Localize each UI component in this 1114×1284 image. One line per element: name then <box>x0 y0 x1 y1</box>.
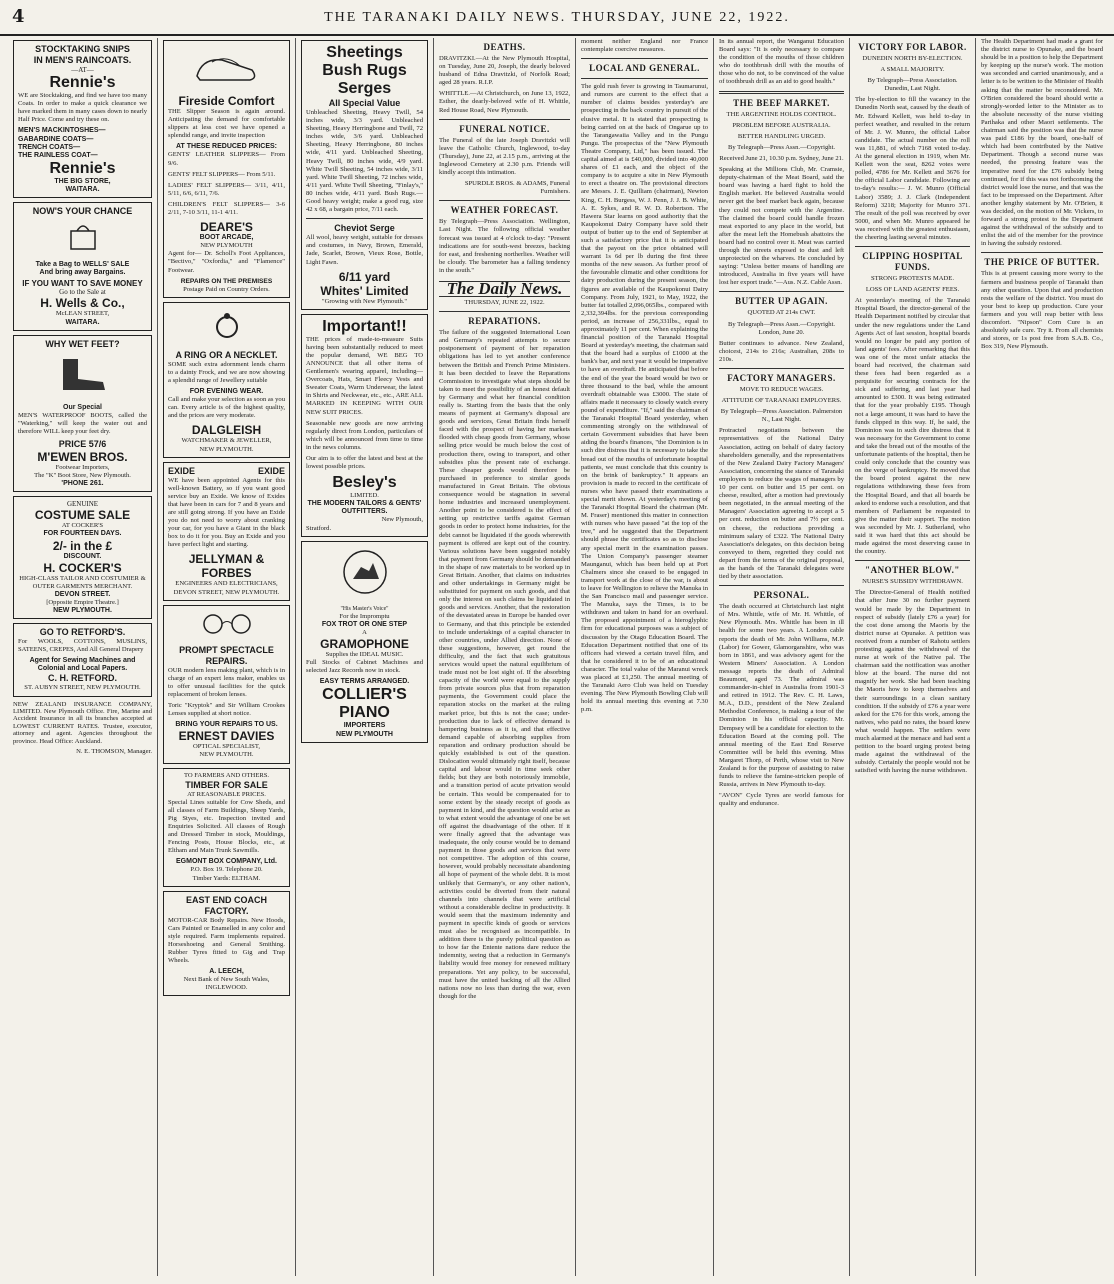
ad-line: For the Impromptu <box>339 612 390 620</box>
ad-line: DISCOUNT. <box>63 552 102 560</box>
news-body: The Director-General of Health notified that after June 30 no further payment would be made by the Department in respect of subsidy (lately £76 a year) for the cost done among the Maoris by the district nurse at Opunake. A petition was received from a number of Rahotu settlers protesting against the withdrawal of the nurse at work of the Native pal. The chairman said the notification was another blow at the board. The nurse did not magnify her work. She had been teaching the Maoris how to keep themselves and their surroundings in a clean sanitary condition. If the subsidy of £76 a year were asked for the £76 for this work, among the natives, who paid no rates, the board knew what would happen. The settlers were much alarmed at the menace and had sent a petition to the board urging protest being made against the withdrawal of the subsidy. Certainly the people would not be satisfied with having the nurse withdrawn. <box>855 589 970 775</box>
ad-address: DEVON STREET, NEW PLYMOUTH. <box>173 588 280 596</box>
section-heading: DEATHS. <box>483 42 526 52</box>
insurance-notice <box>13 701 152 757</box>
section-heading: WEATHER FORECAST. <box>450 205 559 216</box>
newspaper-title: THE TARANAKI DAILY NEWS. THURSDAY, JUNE 22, 1922. <box>324 10 790 25</box>
gramophone-dog-icon <box>306 549 423 601</box>
ad-line: [Opposite Empire Theatre.] <box>46 598 119 606</box>
ad-brand: DEARE'S <box>200 220 253 235</box>
ad-address: Next Bank of New South Wales, INGLEWOOD. <box>183 976 270 992</box>
ad-line: A <box>362 628 367 636</box>
ad-line: Take a Bag to WELLS' SALE <box>35 261 130 269</box>
ad-price: 6/11 yard <box>338 269 391 284</box>
ad-headline: Serges <box>337 80 392 97</box>
section-heading: CLIPPING HOSPITAL FUNDS. <box>862 251 963 273</box>
ernest-davies-ad <box>163 605 290 764</box>
ad-trade: ENGINEERS AND ELECTRICIANS, <box>175 580 278 588</box>
ad-slogan: "Growing with New Plymouth." <box>321 297 408 305</box>
ad-headline: Bush Rugs <box>322 62 407 79</box>
retfords-ad <box>13 623 152 696</box>
ad-headline: NOW'S YOUR CHANCE <box>32 206 133 217</box>
ad-line: And bring away Bargains. <box>39 269 126 277</box>
ad-line: FOR EVENING WEAR. <box>189 388 264 396</box>
section-heading: FUNERAL NOTICE. <box>459 123 550 134</box>
slipper-icon <box>168 48 285 90</box>
ad-headline: EAST END COACH FACTORY. <box>185 894 267 916</box>
death-notice: DRAVITZKI.—At the New Plymouth Hospital, on Tuesday, June 20, Joseph, the dearly beloved husband of Edna Dravitzki, of Norfolk Road; aged 28 years. R.I.P. <box>439 55 570 87</box>
section-heading: VICTORY FOR LABOR. <box>858 42 967 52</box>
ad-price-line: GENTS' FELT SLIPPERS— From 5/11. <box>168 170 276 178</box>
ad-body: WE are Stocktaking, and find we have too many Coats. In order to make a quick clearance we have marked them in many cases down to nearly Half Price. Come and try these on. <box>18 92 147 124</box>
ad-line: FOR FOURTEEN DAYS. <box>43 530 122 538</box>
ad-line: P.O. Box 19. Telephone 20. <box>190 866 263 874</box>
ad-line: FOX TROT OR ONE STEP <box>321 620 408 628</box>
ad-price: PRICE 57/6 <box>58 438 107 449</box>
column-5 <box>576 38 714 1276</box>
ad-body: THE Slipper Season is again around. Anticipating the demand for comfortable slippers at less cost we have opened a splendid range, and invite inspection <box>168 108 285 140</box>
funeral-notice: The Funeral of the late Joseph Dravitzki will leave the Catholic Church, Inglewood, to-day (Thursday), June 22, at 2.15 p.m., arriving at the Inglewood Cemetery at 2.30 p.m. Friends will kindly accept this intimation. <box>439 136 570 177</box>
ad-brand: Besley's <box>332 474 397 492</box>
ad-line: REPAIRS ON THE PREMISES <box>180 277 273 285</box>
whites-ad <box>301 40 428 310</box>
ad-brand: H. COCKER'S <box>43 560 122 575</box>
ad-body: Our aim is to offer the latest and best at the lowest possible prices. <box>306 455 423 471</box>
ad-brand: EGMONT BOX COMPANY, Ltd. <box>176 858 277 866</box>
ad-body: Special Lines suitable for Cow Sheds, and all classes of Farm Buildings, Sheep Yards, Pig Styes, etc. Inspection invited and Enquiries Solicited. All classes of Rough and Dressed Timber in stock, Mouldings, Fencing Posts, House Blocks, etc., at Eltham and Main Trunk Sawmills. <box>168 798 285 855</box>
ad-body: MEN'S WATERPROOF BOOTS, called the "Waterking," will keep the water out and therefore WILL keep your feet dry. <box>18 411 147 435</box>
ad-line: GENUINE <box>66 500 99 509</box>
ad-headline: TIMBER FOR SALE <box>185 779 268 790</box>
ad-brand: C. H. RETFORD. <box>48 673 117 684</box>
ad-price-line: GENTS' LEATHER SLIPPERS— From 9/6. <box>168 151 285 167</box>
ad-store: BOOT ARCADE, <box>199 234 254 242</box>
cockers-ad <box>13 496 152 619</box>
ad-body: Agent for— Dr. Scholl's Foot Appliances, "Bectivo," "Oxfordia," and "Flamence" Footwear. <box>168 250 285 274</box>
ad-line: Go to the Sale at <box>59 288 106 297</box>
section-heading: "ANOTHER BLOW." <box>865 565 960 576</box>
news-body: The Health Department had made a grant for the district nurse to Opunake, and the board should be in a position to help the Department by keeping up the nurse's work. The motion was seconded and carried unanimously, and a letter is to be written to the Minister of Health asking that the matter be reconsidered. Mr. O'Brien considered the board should write a strongly-worded letter to the Minister as to the absolute necessity of the nurse visiting Parihaka and other Maori settlements. The chairman said the position was that the nurse was paid £186 by the board, one-half of which had been contributed by the Native Department. Though a second nurse was needed, the pressing feature was the imperative need for the £76 subsidy being continued, for if this was not forthcoming the district would lose the nurse, and that was the fact to be impressed on the Department. After another lengthy statement by Mr. O'Brien, it was decided, on the motion of Mr. Vickers, to forward a strong protest to the Department against the withdrawal of the subsidy and to enlist the aid of the member for the province in having the subsidy restored. <box>981 38 1103 248</box>
ad-line: EASY TERMS ARRANGED. <box>319 678 410 686</box>
cable-line: By Telegraph—Press Association. Palmerston N., Last Night. <box>720 408 843 424</box>
ad-headline: WHY WET FEET? <box>45 338 120 349</box>
section-heading: THE PRICE OF BUTTER. <box>984 257 1100 268</box>
section-subheading: NURSE'S SUBSIDY WITHDRAWN. <box>862 578 963 586</box>
ad-line: Agent for Sewing Machines and Colonial and Local Papers. <box>29 657 136 673</box>
weather-forecast: By Telegraph—Press Association. Wellington, Last Night. The following official weather forecast was issued at 4 o'clock to-day: "Present indications are for south-west breezes, backing for east, and freshening northerlies. Weather will be cloudy. The barometer has a falling tendency in the south." <box>439 218 570 274</box>
dalgleish-ad <box>163 302 290 458</box>
ad-line: BRING YOUR REPAIRS TO US. <box>175 721 278 729</box>
ad-brand: H. Wells & Co., <box>40 296 125 311</box>
section-subheading: THE ARGENTINE HOLDS CONTROL. <box>726 110 837 118</box>
ad-body: NEW ZEALAND INSURANCE COMPANY, LIMITED. New Plymouth Office. Fire, Marine and Accident Insurance in all its branches accepted at LOWEST CURRENT RATES. Trustee, executor, attorney and agent. Agencies throughout the province. Head Office: Auckland. <box>13 700 152 745</box>
cable-line: By Telegraph—Press Assn.—Copyright. <box>727 143 836 151</box>
ad-body: For WOOLS, COTTONS, MUSLINS, SATEENS, CREPES, And All General Drapery <box>18 638 147 654</box>
section-heading: THE BEEF MARKET. <box>733 97 830 108</box>
ad-brand: ERNEST DAVIES <box>178 729 275 744</box>
news-body: This is at present causing more worry to the farmers and business people of Taranaki than any other question. Upon that and production rests the welfare of the district. You must do your best to keep up production. Cure your farmers and you will reap better with less discomfort. "Nipson" Corn Cure is an absolutely safe cure. Try it. From all chemists and stores, or 1s post free from S.A.B. Co., Box 319, New Plymouth. <box>981 270 1103 351</box>
wells-ad <box>13 202 152 331</box>
ad-line: LIMITED. <box>350 492 379 500</box>
ad-line: IMPORTERS <box>343 722 386 730</box>
section-subheading: A SMALL MAJORITY. <box>880 66 945 74</box>
ad-price-line: LADIES' FELT SLIPPERS— 3/11, 4/11, 5/11, 6/6, 6/11, 7/6. <box>168 181 285 197</box>
boot-icon <box>18 354 147 400</box>
news-body: Speaking at the Millions Club, Mr. Cramsie, deputy-chairman of the Meat Board, said the board was having a hard fight to hold the English market. He believed Australia would never get the beef market back again, because they could not compete with the Argentine. The claimed the board could handle frozen meat exported to any place in the world, but after the meat left the Homebush abattoirs the board had no control over it. Meat was carried through the streets exposed to dust and left unprotected on the wharves. He concluded by saying: "Unless better means of handling are introduced, Australia in five years will have lost her export trade."—Aus. N.Z. Cable Assn. <box>719 166 844 287</box>
spectacles-icon <box>168 613 285 641</box>
ad-body: All wool, heavy weight, suitable for dresses and costumes, in Navy, Brown, Emerald, Jade, Scarlet, Brown, Vieux Rose, Bottle, Light Fawn. <box>306 234 423 266</box>
ad-street: DEVON STREET. <box>54 590 111 598</box>
ad-subheadline: Cheviot Serge <box>334 223 395 234</box>
ad-line: Postage Paid on Country Orders. <box>183 285 270 293</box>
ad-item: MEN'S MACKINTOSHES— <box>18 127 106 135</box>
ad-town: WAITARA. <box>65 185 100 193</box>
section-subheading: BETTER HANDLING URGED. <box>737 132 826 140</box>
ad-brand: Whites' Limited <box>320 283 409 298</box>
funeral-signature: SPURDLE BROS. & ADAMS, Funeral Furnishers. <box>464 180 570 196</box>
ad-town: New Plymouth, <box>381 516 423 524</box>
ad-footer-brand: Rennie's <box>49 159 116 177</box>
exide-ad <box>163 462 290 601</box>
editorial-body: The failure of the suggested International Loan and Germany's repeated attempts to secure postponement of payment of her reparation obligations has led to yet another conference between the British and French Prime Ministers. It has been decided to leave the Reparations Commission to investigate what steps should be taken to meet the possibility of an honest default by Germany and what her financial condition really is. Starting from the basis that the only means of payment at Germany's disposal are goods and services, Great Britain finds herself faced with the prospect of having her markets flooded with cheap goods from Germany, whose selling price would be much below the cost of production there, owing to transport, and other subsidies plus the present rate of exchange. These cheaper goods would therefore be purchased in preference to similar goods manufactured in Great Britain. The obvious consequence would be stagnation in several home industries and increased unemployment. Another point to be considered is the effect of setting up restrictive tariffs against German goods in order to protect home industries, for the debt cannot be liquidated if the goods wherewith payment is offered are kept out of the country. Various solutions have been suggested notably that payment from Germany should be demanded in the shape of raw materials to be worked up in Great Britain. Another, that claims on industries and other undertakings in Germany might be substituted for payment on such goods, and that only the interest on such claims be liquidated in goods and services. Another, that the restoration of the devastated areas in Europe be handed over to Germany, and that this principle be extended to include undertakings of a capital character in other countries, under Allied direction. None of these suggestions, however, get round the difficulty, and the fact that such gratuitous services would upset the natural equilibrium of trade must not be lost sight of. If the absorbing capacity of the world were equal to the supply from private sources plus that from reparation payments, the Government could place the reparation stocks on the market at the ruling market price, but this is not the case; under-production due to lack of effective demand is hampering business as it is, and that effective demand capable of absorbing supplies from reparation and ordinary production should be quickly established is out of the question. Dislocation would ultimately right itself, because capital and labour would in time seek other fields; but they are both notoriously immobile, and a transition period of acute privation would be certain. This would be compensated for to some extent by the steady receipt of goods as payment in kind, and the question would arise as to what extent would the advantage of one be set off against the disadvantage of the other. If it were finally agreed that the advantage was inadequate, the only course would be to demand payment in those goods and services that were not competitive. The adoption of this course, however, would probably necessitate abandoning all hope of payment of the whole debt. It is most unlikely that Germany's, or any other nation's, activities could be diverted from their natural channels into channels that were artificial without a considerable decline in productivity. It would seem that the maximum indemnity and payment in specific kinds of goods or services must also be recognised as incompatible. In addition there is the purely political question as to how far the Entente nations dare reduce the indemnity, seeing that a reduction in Germany's liability would free money for renewed military preparations. Yet any policy, to be successful, must have the united backing of all the Allied nations now no less than during the war, even though for the <box>439 329 570 1000</box>
deares-ad <box>163 40 290 298</box>
ad-trade: WATCHMAKER & JEWELLER, <box>181 437 272 445</box>
ad-signature: N. E. THOMSON, Manager. <box>76 748 152 755</box>
ad-body: OUR modern lens making plant, which is in charge of an expert lens maker, enables us to offer unusual facilities for the quick replacement of broken lenses. <box>168 666 285 698</box>
section-heading: PERSONAL. <box>753 590 810 601</box>
news-body: Protracted negotiations between the representatives of the National Dairy Association, acting on behalf of dairy factory shareholders generally, and the representatives of the New Zealand Dairy Factory Managers' Association, concerning the stance of Taranaki employers to reduce the wages of managers by 10 per cent. on butter and 15 per cent. on cheese, resulted, after a motion had previously been negotiated, in the annual meeting of the Managers' Association agreeing to accept a 5 per cent. reduction on butter and 7½ per cent. on cheese, the reductions providing a minimum salary of £322. The National Dairy Association's delegates, on this decision being conveyed to them, regretted they could not depart from the terms of the original proposal, as the hands of the Taranaki delegates were tied by their association. <box>719 427 844 581</box>
ad-body: Toric "Kryptok" and Sir William Crookes Lenses supplied at short notice. <box>168 702 285 718</box>
bag-icon <box>18 221 147 257</box>
ad-line: TO FARMERS AND OTHERS. <box>183 771 270 779</box>
ad-body: MOTOR-CAR Body Repairs. New Hoods, Cars Painted or Enamelled in any color and style required. Farm implements repaired. Horseshoeing and General Smithing. Rubber Tyres fitted to Gig and Trap Wheels. <box>168 916 285 965</box>
ad-brand: DALGLEISH <box>191 423 262 438</box>
ad-town: WAITARA. <box>65 318 100 326</box>
coach-factory-ad <box>163 891 290 997</box>
ad-phone: 'PHONE 261. <box>61 480 104 488</box>
section-heading: FACTORY MANAGERS. <box>727 373 836 383</box>
ad-item: GABARDINE COATS— <box>18 135 94 143</box>
news-body: The death occurred at Christchurch last night of Mrs. Whittle, wife of Mr. H. Whittle, of New Plymouth. Mrs. Whittle has been in ill health for some two years. A London cable reports the death of Mr. John Williams, M.P. (Labor) for Gower, Glamorganshire, who was born in 1861, and was advisory agent for the Western Miners' Association. A London message reports the death of Admiral Beaumont, aged 73. The admiral was commander-in-chief in Australia from 1901-3 and retired in 1912. The Rev. C. H. Laws, M.A., D.D., president of the New Zealand Methodist Conference, is making a tour of the Dominion in his official capacity. Mr. Dempsey will be a candidate for election to the Education Board at the coming poll. The annual meeting of the East End Reserve Committee will be held this evening. Miss Margaret Thorp, of Perth, whose visit to New Zealand is for the purpose of assisting to raise funds to relieve the famine-stricken people of Russia, arrives in New Plymouth to-day. <box>719 603 844 789</box>
column-3 <box>296 38 434 1276</box>
ad-store: THE BIG STORE, <box>54 177 111 185</box>
ad-headline: EXIDE <box>257 465 285 476</box>
ad-brand: COLLIER'S PIANO <box>322 686 407 722</box>
mcewen-ad <box>13 335 152 493</box>
section-subheading: STRONG PROTESTS MADE. <box>871 275 954 283</box>
ad-street: McLEAN STREET, <box>55 310 110 318</box>
ad-body: Call and make your selection as soon as you can. Every article is of the highest quality, and the prices are very moderate. <box>168 396 285 420</box>
ad-line: Supplies the IDEAL MUSIC. <box>325 651 404 659</box>
ad-item: THE RAINLESS COAT— <box>18 151 98 159</box>
ad-headline: Fireside Comfort <box>178 94 275 108</box>
column-4 <box>434 38 576 1276</box>
ad-subheadline: IN MEN'S RAINCOATS. <box>33 55 132 65</box>
ring-icon <box>168 310 285 346</box>
ad-headline: STOCKTAKING SNIPS <box>35 44 130 54</box>
ad-line: Timber Yards: ELTHAM. <box>192 874 261 882</box>
ad-address: The "K" Boot Store, New Plymouth. <box>34 472 131 480</box>
news-body: Butter continues to advance. New Zealand, choicest, 214s to 216s; Australian, 208s to 210s. <box>719 339 844 363</box>
ad-headline: A RING OR A NECKLET. <box>175 349 278 360</box>
ad-town: NEW PLYMOUTH. <box>199 751 254 759</box>
ad-town: NEW PLYMOUTH. <box>53 607 112 614</box>
ad-town: Stratford. <box>306 524 332 532</box>
column-1 <box>8 38 158 1276</box>
ad-headline: EXIDE <box>168 465 196 476</box>
news-item: In its annual report, the Wanganui Education Board says: "It is only necessary to compare the condition of the mouths of those children who do toothbrush drill with the mouths of those who do not, to be convinced of the value of toothbrush drill as an aid to good health." <box>719 38 844 86</box>
ad-line: IF YOU WANT TO SAVE MONEY <box>22 279 143 289</box>
section-subheading: QUOTED AT 214s CWT. <box>747 309 816 317</box>
ad-body: SOME such extra adornment lends charm to a dainty Frock, and we are now showing a splendid range of Jewellery suitable <box>168 360 285 384</box>
newspaper-page <box>8 38 1108 1282</box>
editorial-heading: REPARATIONS. <box>468 316 541 327</box>
ad-brand: M'EWEN BROS. <box>37 449 128 464</box>
egmont-box-ad <box>163 768 290 887</box>
ad-body: Unbleached Sheeting, Heavy Twill, 54 inches wide, 3/3 yard. Unbleached Sheeting, Heavy Herringbone and Twill, 72 inches wide, 3/6 yard. Unbleached Sheeting, Heavy Herringbone, 80 inches wide, 4/11 yard. Unbleached Sheeting, Heavy Twill, 80 inches wide, 4/9 yard. White Twill Sheeting, 54 inches wide, 3/11 yard. White Twill Sheeting, 72 inches wide, 4/11 yard. White Twill Sheeting, "Finlay's," 80 inches wide, 4/11 yard. Bush Rugs.—Good heavy weight; make a good rug, size 42 x 68, a bargain price, 7/11 each. <box>306 109 423 214</box>
editorial-continued: moment neither England nor France contemplate coercive measures. <box>581 38 708 54</box>
section-subheading: DUNEDIN NORTH BY-ELECTION. <box>862 55 963 62</box>
rennies-ad <box>13 40 152 198</box>
cable-line: By Telegraph—Press Assn.—Copyright. London, June 20. <box>727 320 836 336</box>
ad-headline: All Special Value <box>328 98 401 108</box>
ad-street: ST. AUBYN STREET, NEW PLYMOUTH. <box>24 684 141 692</box>
dateline: THURSDAY, JUNE 22, 1922. <box>464 299 545 307</box>
ad-brand: A. LEECH, <box>209 968 244 976</box>
avon-ad-line: "AVON" Cycle Tyres are world famous for quality and endurance. <box>719 792 844 808</box>
ad-trade: HIGH-CLASS TAILOR AND COSTUMIER & OUTER GARMENTS MERCHANT. <box>19 574 146 590</box>
ad-headline: COSTUME SALE <box>34 508 131 523</box>
besleys-ad <box>301 314 428 537</box>
section-subheading: ATTITUDE OF TARANAKI EMPLOYERS. <box>721 397 842 405</box>
ad-headline: GO TO RETFORD'S. <box>39 627 126 638</box>
ad-trade: Footwear Importers, <box>55 463 110 471</box>
section-heading: BUTTER UP AGAIN. <box>735 296 828 307</box>
section-subheading: PROBLEM BEFORE AUSTRALIA. <box>732 121 831 129</box>
ad-headline: Important!! <box>322 317 407 335</box>
ad-headline: GRAMOPHONE <box>320 637 409 652</box>
ad-headline: Sheetings <box>326 44 403 61</box>
newspaper-masthead <box>0 0 1114 36</box>
ad-town: NEW PLYMOUTH <box>336 730 393 738</box>
cable-line: By Telegraph—Press Association. Dunedin, Last Night. <box>867 77 958 93</box>
ad-item: TRENCH COATS— <box>18 143 81 151</box>
ad-line: AT COCKER'S <box>61 522 104 530</box>
local-news-body: The gold rush fever is growing in Taumarunui, and rumors are current to the effect that a number of claims besides yesterday's are prospecting in the back country in pursuit of the elusive metal. It is stated that prospecting is being carried on at the back of Ongarue up to the Tarangawaiia Valley and in the Pungu Pungu. The prospectus of the "New Plymouth Theatre Company, Ltd," has been issued. The capital aimed at is £40,000, divided into 40,000 shares of £1 each, and the object of the company is to acquire a site in New Plymouth to erect a theatre on. The provisional directors are Messrs. J. E. Quilliam (chairman), Newton King, C. H. Burgess, W. J. Penn, J. J. B. White, A. E. Sykes, and R. W. D. Robertson. The Hawera Star learns on good authority that the Kaupokonui Dairy Company have sold their output of butter up to the end of September at such a satisfactory price that it is anticipated that the payout on the price obtained will warrant 1s 6d per lb during the first three months of the new season. As further proof of the favourable climatic and other conditions for dairy production during the present season, the figures are available of the Kaupokonui Dairy Company. From July, 1921, to May, 1922, the butter fat totalled 2,096,065lbs., compared with 2,332,394lbs. for the previous corresponding period, an increase of 256,331lbs., equal to approximately 11 per cent. When explaining the financial position of the Taranaki Hospital Board at yesterday's meeting, the chairman said that the board had a surplus of £1000 at the bank's bar, and next year it would be imperative to have an overdraft. He anticipated that before the end of the year the board would be two or three thousand to the bad, while the amount overdraft obtainable was £3000. The state of affairs made it necessary to closely watch every pound of expenditure. "If," said the chairman of the Taranaki Hospital Board yesterday, when commenting strongly on the withdrawal of certain Government subsidies that have been aiding the board's finances, "the Dominion is in such dire distress that it is necessary to take the bread out of the mouths of unfortunate hospital patients, we must conclude that this country is on the brink of bankruptcy." It appears an provision is made to record in the certificate of nurses who have passed their examinations a special merit shown. At yesterday's meeting of the Taranaki Hospital Board the chairman (Mr. M. Fraser) mentioned this matter in connection with nurses who have passed "at the top of the tree," and he suggested that the Department should phrase the certificates so as to disclose any special merit in the examination passes. The Union Company's passenger steamer Maunganui, which has been held up at Port Chalmers since she ceased to be engaged in transport work at the close of the war, is about to leave for Wellington to relieve the Manuka in the San Francisco mail and passenger service. The Manuka, says the Times, is to be withdrawn and taken in hand for an overhaul. The proposed appointment of a hieroglyphic firm for educational purposes was a subject of discussion by the Otago Education Board. The Education Department notified that one of its officers had viewed a certain travel film, and that he considered it to be of an educational character. The total value of the Maranui wreck was placed at £1,250. The annual meeting of the Taranaki Aero Club was held on Tuesday evening. The New Plymouth Bowling Club will hold its annual meeting this evening at 7.30 p.m. <box>581 83 708 714</box>
news-body: At yesterday's meeting of the Taranaki Hospital Board, the director-general of the Health Department notified by circular that under the new regulations under the Land Agents Act of last session, hospital boards would no longer be paid any portion of land agents' fees. After remarking that this was one of the most unfair attacks the board had received, the chairman said these fees had been regarded as a perquisite for securing contracts for the sick and suffering, and last year had amounted to £300. It was being estimated that for the year probably £195. Though not a large amount, it was hard to have the funds clipped in this way. If, he said, the Dominion was in such dire distress that it was necessary for the Government to come and take the bread out of the mouths of the unfortunate patients of the hospital, then he could only conclude that the country was on the verge of bankruptcy. He moved that the board protest against the new regulations withdrawing these fees from the Hospital Board, and that all boards be asked to endorse such a resolution, and that members of Parliament be requested to give the matter their support. The motion was seconded by Mr. J. Sutherland, who said it was hard that this act should be made against the most deserving cause in the country. <box>855 297 970 556</box>
ad-at: —AT— <box>71 66 94 74</box>
section-subheading: LOSS OF LAND AGENTS' FEES. <box>865 286 960 294</box>
ad-brand: JELLYMAN & FORBES <box>188 552 265 581</box>
column-6 <box>714 38 850 1276</box>
column-8 <box>976 38 1108 1276</box>
colliers-ad <box>301 541 428 743</box>
ad-body: Seasonable new goods are now arriving regularly direct from London, particulars of which will be announced from time to time in the news columns. <box>306 419 423 451</box>
ad-brand: Rennie's <box>49 74 116 92</box>
ad-line: AT REASONABLE PRICES. <box>187 790 266 798</box>
ad-body: WE have been appointed Agents for this well-known Battery, so if you want good service buy an Exide. We know of Exides that have been in cars for 7 and 8 years and are still going strong. If you have an Exide you do not need to worry about cranking your car, for you have a Giant in the black box to do it for you. Buy an Exide and you have perfect light and starting. <box>168 476 285 549</box>
ad-line: AT THESE REDUCED PRICES: <box>176 143 277 151</box>
death-notice: WHITTLE.—At Christchurch, on June 13, 1922, Esther, the dearly-beloved wife of H. Whittle, Red House Road, New Plymouth. <box>439 90 570 114</box>
ad-town: NEW PLYMOUTH. <box>199 445 254 453</box>
ad-trade: OPTICAL SPECIALIST, <box>192 743 261 751</box>
ad-headline: PROMPT SPECTACLE REPAIRS. <box>179 644 274 666</box>
ad-discount: 2/- in the £ <box>52 538 113 553</box>
ad-caption: "His Master's Voice" <box>340 605 389 612</box>
ad-body: THE prices of made-to-measure Suits having been substantially reduced to meet the popular demand, WE BEG TO ANNOUNCE that all other items of Gentlemen's wearing apparel, including—Overcoats, Hats, Smart Fleecy Vests and Sweater Coats, Warm Underwear, the latest in Shirts and Neckwear, etc., etc., ARE ALL MARKED IN KEEPING WITH OUR NEW SUIT PRICES. <box>306 335 423 416</box>
ad-trade: THE MODERN TAILORS & GENTS' OUTFITTERS. <box>307 500 422 516</box>
column-2 <box>158 38 296 1276</box>
ad-price-line: CHILDREN'S FELT SLIPPERS— 3-6 2/11, 7-10 3/11, 11-1 4/11. <box>168 200 285 217</box>
ad-line: Our Special <box>63 403 102 411</box>
cable-date: Received June 21, 10.30 p.m. Sydney, June 21. <box>719 154 844 162</box>
column-7 <box>850 38 976 1276</box>
ad-town: NEW PLYMOUTH <box>200 242 253 250</box>
daily-news-masthead: The Daily News. <box>439 281 570 297</box>
ad-body: Full Stocks of Cabinet Machines and selected Jazz Records now in stock. <box>306 659 423 675</box>
news-body: The by-election to fill the vacancy in the Dunedin North seat, caused by the death of Mr. Edward Kellett, was held to-day in perfect weather, and resulted in the return of Mr. J. W. Munro, the official Labor candidate. The actual number on the roll was 11,881, of which 7168 voted to-day. At the general election in 1919, when Mr. Kellett won the seat, 8262 votes were polled, 4786 for Mr. Kellett and 3676 for the official Labor candidate. Following are to-day's results:— J. W. Munro (Official Labor) 3589; J. J. Clark (Independent Reform) 3218; Majority for Munro 371. The result of the poll was received by over 5000, and when Mr. Munro appeared he was received with the greatest enthusiasm, the cheering lasting several minutes. <box>855 96 970 241</box>
page-number: 4 <box>12 6 25 27</box>
section-subheading: MOVE TO REDUCE WAGES. <box>739 386 824 393</box>
section-heading: LOCAL AND GENERAL. <box>589 63 700 74</box>
